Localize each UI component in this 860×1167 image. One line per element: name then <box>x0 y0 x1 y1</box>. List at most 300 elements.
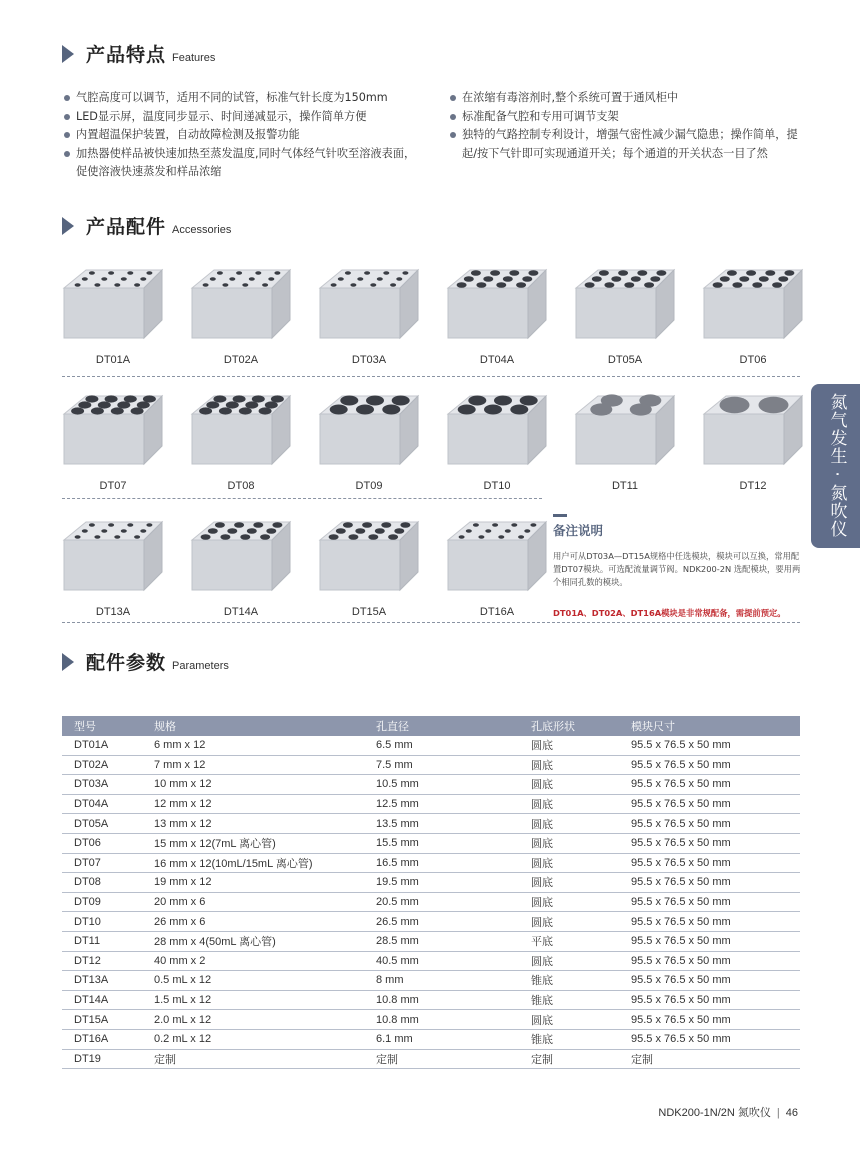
well-hole <box>330 405 348 415</box>
product-item <box>186 514 296 618</box>
table-cell: 0.2 mL x 12 <box>142 1029 364 1049</box>
features-left-list <box>62 89 422 182</box>
table-cell: 锥底 <box>519 990 619 1010</box>
table-cell: 7 mm x 12 <box>142 755 364 775</box>
feature-item: 在浓缩有毒溶剂时,整个系统可置于通风柜中 <box>448 89 804 108</box>
table-row <box>62 912 800 932</box>
well-hole <box>253 522 263 528</box>
product-label: DT12 <box>739 480 767 492</box>
well-hole <box>121 529 127 532</box>
well-hole <box>458 405 476 415</box>
table-cell: 26 mm x 6 <box>142 912 364 932</box>
well-hole <box>124 395 137 402</box>
table-row <box>62 892 800 912</box>
divider <box>62 376 800 377</box>
well-hole <box>338 277 344 280</box>
table-cell: 圆底 <box>519 853 619 873</box>
table-cell: 平底 <box>519 931 619 951</box>
well-hole <box>331 283 337 286</box>
table-cell: 13 mm x 12 <box>142 814 364 834</box>
well-hole <box>592 276 602 282</box>
table-cell: 95.5 x 76.5 x 50 mm <box>619 814 800 834</box>
well-hole <box>511 523 517 526</box>
accessories-title-cn: 产品配件 <box>86 216 167 238</box>
well-hole <box>464 276 474 282</box>
well-hole <box>260 534 270 540</box>
well-hole <box>468 396 486 406</box>
table-cell: 95.5 x 76.5 x 50 mm <box>619 1010 800 1030</box>
table-row <box>62 951 800 971</box>
table-cell: DT09 <box>62 892 142 912</box>
product-item <box>58 514 168 618</box>
product-item <box>570 388 680 492</box>
well-hole <box>382 405 400 415</box>
well-hole <box>210 277 216 280</box>
well-hole <box>388 534 398 540</box>
section-arrow-icon <box>62 217 74 235</box>
table-cell: DT10 <box>62 912 142 932</box>
well-hole <box>528 270 538 276</box>
table-cell: DT02A <box>62 755 142 775</box>
well-hole <box>350 283 356 286</box>
table-cell: 95.5 x 76.5 x 50 mm <box>619 853 800 873</box>
well-hole <box>784 270 794 276</box>
table-row <box>62 971 800 991</box>
product-label: DT09 <box>355 480 383 492</box>
well-hole <box>505 529 511 532</box>
table-cell: 40.5 mm <box>364 951 519 971</box>
table-cell: 15.5 mm <box>364 833 519 853</box>
parameters-table <box>62 716 800 1069</box>
table-cell: 95.5 x 76.5 x 50 mm <box>619 833 800 853</box>
table-cell: 10.8 mm <box>364 1010 519 1030</box>
heating-block-image <box>698 262 808 344</box>
table-cell: DT12 <box>62 951 142 971</box>
column-header: 模块尺寸 <box>619 716 800 736</box>
table-cell: 19 mm x 12 <box>142 873 364 893</box>
well-hole <box>720 397 750 414</box>
well-hole <box>644 282 654 288</box>
well-hole <box>111 407 124 414</box>
well-hole <box>336 528 346 534</box>
well-hole <box>604 282 614 288</box>
well-hole <box>226 401 239 408</box>
well-hole <box>618 270 628 276</box>
feature-item: 加热器使样品被快速加热至蒸发温度,同时气体经气针吹至溶液表面，促使溶液快速蒸发和样品浓缩 <box>62 145 422 182</box>
product-item <box>186 262 296 366</box>
heating-block-image <box>442 262 552 344</box>
well-hole <box>759 276 769 282</box>
well-hole <box>402 271 408 274</box>
heating-block-image <box>58 262 168 344</box>
product-item <box>314 388 424 492</box>
section-arrow-icon <box>62 653 74 671</box>
well-hole <box>259 407 272 414</box>
well-hole <box>98 401 111 408</box>
note-warning: DT01A、DT02A、DT16A模块是非常规配备，需提前预定。 <box>553 608 786 618</box>
well-hole <box>134 535 140 538</box>
well-hole <box>630 403 652 415</box>
table-cell: DT14A <box>62 990 142 1010</box>
table-cell: 圆底 <box>519 833 619 853</box>
product-label: DT14A <box>223 606 259 618</box>
well-hole <box>739 276 749 282</box>
features-title-en: Features <box>172 52 216 64</box>
well-hole <box>75 283 81 286</box>
table-cell: DT06 <box>62 833 142 853</box>
table-row <box>62 814 800 834</box>
heating-block-image <box>186 388 296 470</box>
well-hole <box>509 270 519 276</box>
side-tab: 氮气发生 · 氮吹仪 <box>811 384 860 548</box>
feature-item: 气腔高度可以调节，适用不同的试管，标准气针长度为150mm <box>62 89 422 108</box>
well-hole <box>146 523 152 526</box>
well-hole <box>494 396 512 406</box>
table-row <box>62 853 800 873</box>
well-hole <box>101 529 107 532</box>
well-hole <box>599 270 609 276</box>
well-hole <box>650 276 660 282</box>
parameters-title-en: Parameters <box>172 660 229 672</box>
well-hole <box>75 535 81 538</box>
table-cell: 10.5 mm <box>364 775 519 795</box>
table-cell: 16.5 mm <box>364 853 519 873</box>
well-hole <box>199 407 212 414</box>
well-hole <box>400 522 410 528</box>
table-cell: 1.5 mL x 12 <box>142 990 364 1010</box>
product-label: DT03A <box>351 354 387 366</box>
product-item <box>186 388 296 492</box>
well-hole <box>101 277 107 280</box>
table-cell: 10.8 mm <box>364 990 519 1010</box>
product-item <box>58 262 168 366</box>
product-label: DT05A <box>607 354 643 366</box>
table-cell: 15 mm x 12(7mL 离心管) <box>142 833 364 853</box>
well-hole <box>345 271 351 274</box>
table-cell: DT08 <box>62 873 142 893</box>
well-hole <box>89 523 95 526</box>
table-cell: 95.5 x 76.5 x 50 mm <box>619 892 800 912</box>
column-header: 孔底形状 <box>519 716 619 736</box>
feature-item: LED显示屏，温度同步显示、时间递减显示，操作简单方便 <box>62 108 422 127</box>
product-item <box>58 388 168 492</box>
product-label: DT11 <box>611 480 639 492</box>
table-cell: 圆底 <box>519 814 619 834</box>
well-hole <box>656 270 666 276</box>
table-cell: DT11 <box>62 931 142 951</box>
table-cell: DT16A <box>62 1029 142 1049</box>
table-cell: DT13A <box>62 971 142 991</box>
table-cell: DT03A <box>62 775 142 795</box>
well-hole <box>121 277 127 280</box>
well-hole <box>108 523 114 526</box>
table-cell: 7.5 mm <box>364 755 519 775</box>
well-hole <box>233 395 246 402</box>
heating-block-image <box>186 514 296 596</box>
section-arrow-icon <box>62 45 74 63</box>
heating-block-image <box>442 514 552 596</box>
page-number: 46 <box>785 1107 798 1119</box>
table-cell: 95.5 x 76.5 x 50 mm <box>619 794 800 814</box>
well-hole <box>94 283 100 286</box>
heating-block-image <box>698 388 808 470</box>
well-hole <box>114 283 120 286</box>
well-hole <box>520 396 538 406</box>
well-hole <box>631 276 641 282</box>
heating-block-image <box>58 514 168 596</box>
table-cell: 圆底 <box>519 736 619 755</box>
parameters-heading <box>62 648 229 675</box>
heating-block-image <box>570 262 680 344</box>
product-label: DT13A <box>95 606 131 618</box>
well-hole <box>720 276 730 282</box>
product-label: DT16A <box>479 606 515 618</box>
well-hole <box>85 395 98 402</box>
well-hole <box>329 534 339 540</box>
table-cell: 6.5 mm <box>364 736 519 755</box>
column-header: 孔直径 <box>364 716 519 736</box>
well-hole <box>765 270 775 276</box>
well-hole <box>518 535 524 538</box>
well-hole <box>390 283 396 286</box>
well-hole <box>485 529 491 532</box>
table-cell: 0.5 mL x 12 <box>142 971 364 991</box>
product-label: DT01A <box>95 354 131 366</box>
table-cell: 16 mm x 12(10mL/15mL 离心管) <box>142 853 364 873</box>
table-row <box>62 1010 800 1030</box>
well-hole <box>590 403 612 415</box>
well-hole <box>247 528 257 534</box>
well-hole <box>208 528 218 534</box>
well-hole <box>229 277 235 280</box>
well-hole <box>746 270 756 276</box>
well-hole <box>239 407 252 414</box>
well-hole <box>778 276 788 282</box>
table-cell: DT04A <box>62 794 142 814</box>
well-hole <box>759 397 789 414</box>
well-hole <box>272 522 282 528</box>
well-hole <box>348 534 358 540</box>
well-hole <box>222 283 228 286</box>
product-item <box>570 262 680 366</box>
table-row <box>62 931 800 951</box>
well-hole <box>262 283 268 286</box>
well-hole <box>249 277 255 280</box>
well-hole <box>206 401 219 408</box>
product-item <box>442 388 552 492</box>
well-hole <box>127 271 133 274</box>
well-hole <box>370 283 376 286</box>
feature-item: 标准配备气腔和专用可调节支架 <box>448 108 804 127</box>
column-header: 规格 <box>142 716 364 736</box>
well-hole <box>91 407 104 414</box>
table-cell: 10 mm x 12 <box>142 775 364 795</box>
well-hole <box>131 407 144 414</box>
well-hole <box>375 528 385 534</box>
well-hole <box>266 528 276 534</box>
table-cell: DT07 <box>62 853 142 873</box>
well-hole <box>516 282 526 288</box>
table-cell: 锥底 <box>519 1029 619 1049</box>
well-hole <box>108 271 114 274</box>
table-row <box>62 873 800 893</box>
well-hole <box>752 282 762 288</box>
footer-model: NDK200-1N/2N 氮吹仪 <box>658 1107 771 1119</box>
features-title-cn: 产品特点 <box>86 44 167 66</box>
well-hole <box>140 529 146 532</box>
table-cell: 95.5 x 76.5 x 50 mm <box>619 971 800 991</box>
table-cell: 圆底 <box>519 873 619 893</box>
table-cell: 95.5 x 76.5 x 50 mm <box>619 931 800 951</box>
table-cell: DT01A <box>62 736 142 755</box>
well-hole <box>219 407 232 414</box>
well-hole <box>366 396 384 406</box>
table-cell: 圆底 <box>519 951 619 971</box>
well-hole <box>82 277 88 280</box>
table-cell: DT15A <box>62 1010 142 1030</box>
product-label: DT15A <box>351 606 387 618</box>
table-cell: 95.5 x 76.5 x 50 mm <box>619 755 800 775</box>
well-hole <box>478 535 484 538</box>
feature-item: 独特的气路控制专利设计，增强气密性减少漏气隐患；操作简单，提起/按下气针即可实现通道开关；每个通道的开关状态一目了然 <box>448 126 804 163</box>
well-hole <box>356 405 374 415</box>
well-hole <box>471 270 481 276</box>
well-hole <box>357 277 363 280</box>
well-hole <box>457 282 467 288</box>
well-hole <box>483 276 493 282</box>
well-hole <box>459 535 465 538</box>
well-hole <box>105 395 118 402</box>
well-hole <box>134 283 140 286</box>
well-hole <box>498 535 504 538</box>
product-label: DT08 <box>227 480 255 492</box>
well-hole <box>383 271 389 274</box>
well-hole <box>522 276 532 282</box>
well-hole <box>127 523 133 526</box>
table-row <box>62 1049 800 1069</box>
well-hole <box>274 271 280 274</box>
product-label: DT06 <box>739 354 767 366</box>
well-hole <box>252 395 265 402</box>
table-row <box>62 990 800 1010</box>
well-hole <box>203 283 209 286</box>
table-cell: 40 mm x 2 <box>142 951 364 971</box>
well-hole <box>355 528 365 534</box>
table-cell: 圆底 <box>519 794 619 814</box>
table-cell: DT19 <box>62 1049 142 1069</box>
table-cell: 8 mm <box>364 971 519 991</box>
table-cell: 圆底 <box>519 755 619 775</box>
table-cell: 圆底 <box>519 1010 619 1030</box>
well-hole <box>476 282 486 288</box>
product-item <box>442 262 552 366</box>
well-hole <box>343 522 353 528</box>
well-hole <box>236 271 242 274</box>
table-cell: 95.5 x 76.5 x 50 mm <box>619 951 800 971</box>
table-cell: 定制 <box>142 1049 364 1069</box>
product-label: DT07 <box>99 480 127 492</box>
table-row <box>62 1029 800 1049</box>
product-label: DT10 <box>483 480 511 492</box>
well-hole <box>213 395 226 402</box>
well-hole <box>215 522 225 528</box>
table-cell: 95.5 x 76.5 x 50 mm <box>619 990 800 1010</box>
well-hole <box>503 276 513 282</box>
well-hole <box>71 407 84 414</box>
note-title: 备注说明 <box>553 523 604 538</box>
product-item <box>314 262 424 366</box>
table-header-row <box>62 716 800 736</box>
heating-block-image <box>314 262 424 344</box>
table-cell: 20.5 mm <box>364 892 519 912</box>
table-cell: 2.0 mL x 12 <box>142 1010 364 1030</box>
heating-block-image <box>442 388 552 470</box>
heating-block-image <box>314 388 424 470</box>
well-hole <box>362 522 372 528</box>
well-hole <box>396 277 402 280</box>
well-hole <box>392 396 410 406</box>
parameters-title-cn: 配件参数 <box>86 652 167 674</box>
well-hole <box>242 283 248 286</box>
well-hole <box>611 276 621 282</box>
well-hole <box>220 534 230 540</box>
table-cell: 28 mm x 4(50mL 离心管) <box>142 931 364 951</box>
heating-block-image <box>186 262 296 344</box>
table-cell: 定制 <box>364 1049 519 1069</box>
heating-block-image <box>570 388 680 470</box>
well-hole <box>510 405 528 415</box>
well-hole <box>394 528 404 534</box>
features-heading <box>62 40 215 67</box>
product-item <box>698 388 808 492</box>
well-hole <box>227 528 237 534</box>
column-header: 型号 <box>62 716 142 736</box>
table-row <box>62 833 800 853</box>
product-item <box>314 514 424 618</box>
well-hole <box>117 401 130 408</box>
well-hole <box>240 534 250 540</box>
table-row <box>62 755 800 775</box>
accessories-heading <box>62 212 231 239</box>
table-row <box>62 775 800 795</box>
well-hole <box>381 522 391 528</box>
well-hole <box>201 534 211 540</box>
well-hole <box>466 529 472 532</box>
heating-block-image <box>58 388 168 470</box>
well-hole <box>713 282 723 288</box>
table-cell: 锥底 <box>519 971 619 991</box>
table-cell: 28.5 mm <box>364 931 519 951</box>
well-hole <box>377 277 383 280</box>
table-cell: 定制 <box>519 1049 619 1069</box>
table-cell: 12 mm x 12 <box>142 794 364 814</box>
feature-item: 内置超温保护装置，自动故障检测及报警功能 <box>62 126 422 145</box>
divider <box>62 622 800 623</box>
table-cell: 95.5 x 76.5 x 50 mm <box>619 1029 800 1049</box>
table-cell: 6 mm x 12 <box>142 736 364 755</box>
product-item <box>442 514 552 618</box>
footer-separator: | <box>776 1107 780 1119</box>
table-cell: 圆底 <box>519 912 619 932</box>
well-hole <box>78 401 91 408</box>
well-hole <box>255 271 261 274</box>
table-cell: 95.5 x 76.5 x 50 mm <box>619 912 800 932</box>
well-hole <box>234 522 244 528</box>
product-label: DT02A <box>223 354 259 366</box>
table-row <box>62 736 800 755</box>
well-hole <box>496 282 506 288</box>
well-hole <box>268 277 274 280</box>
